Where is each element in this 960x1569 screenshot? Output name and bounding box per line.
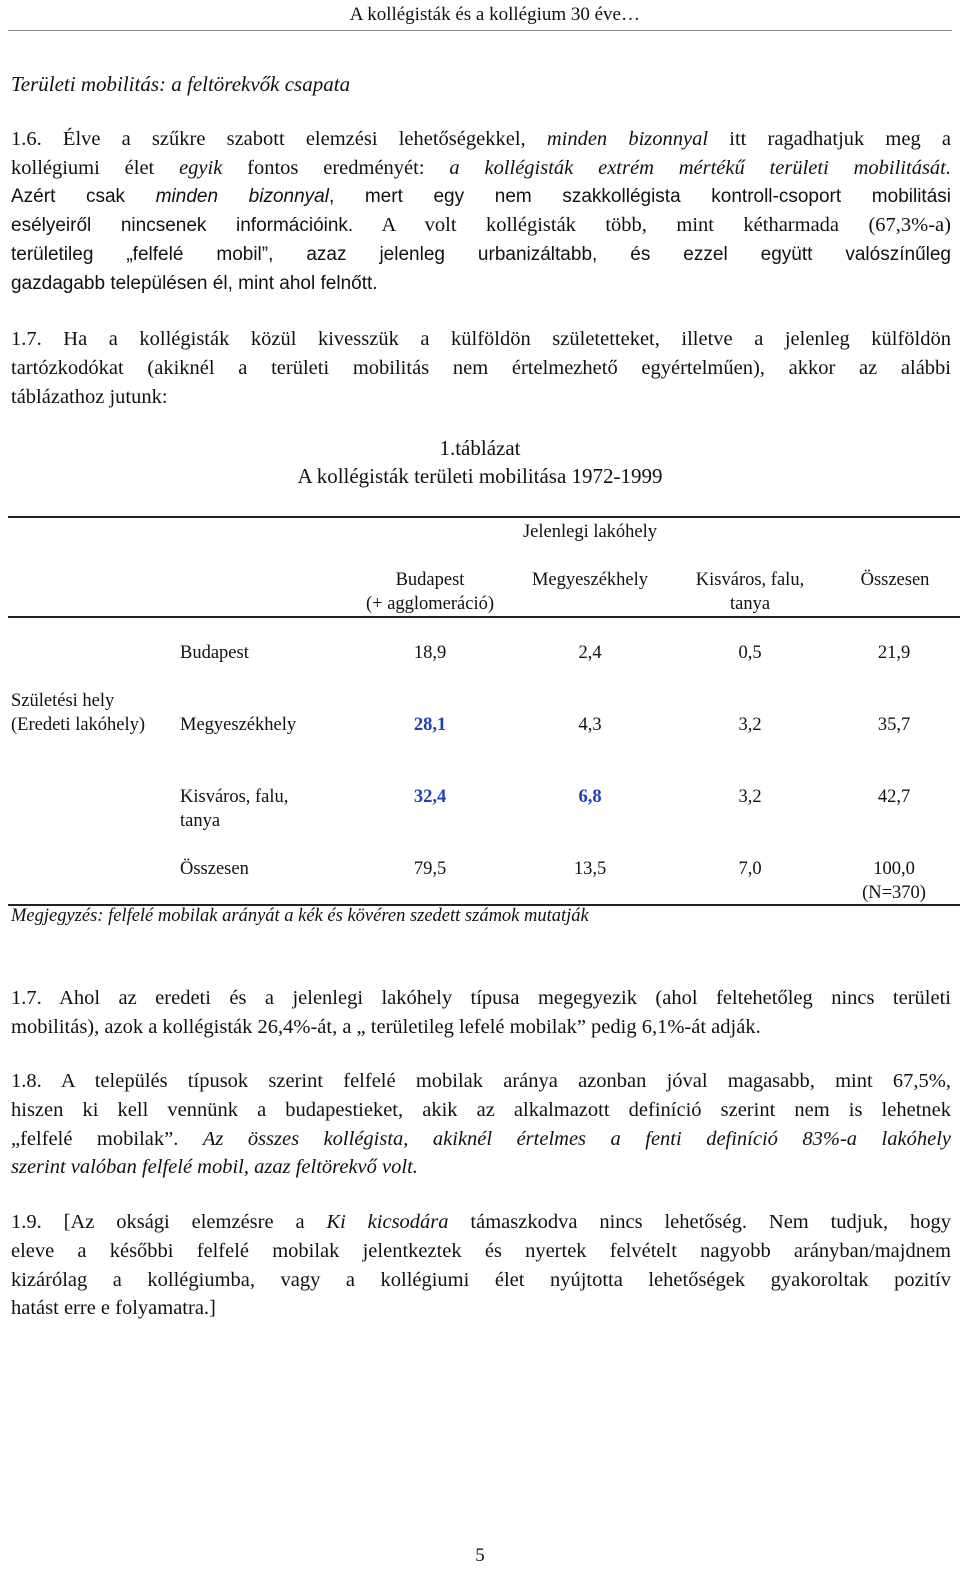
table-header-rule <box>8 616 960 618</box>
table-note: Megjegyzés: felfelé mobilak arányát a kék és kövéren szedett számok mutatják <box>11 906 589 926</box>
text-line: esélyeiről nincsenek információink. A volt kollégisták több, mint kétharmada (67,3%-a) <box>11 214 951 237</box>
paragraph-1-9 <box>11 1208 951 1323</box>
row-label: Budapest <box>180 643 249 663</box>
table-cell-emphasized: 28,1 <box>413 715 447 735</box>
text-line: területileg „felfelé mobil”, azaz jelenleg urbanizáltabb, és ezzel együtt valószínűleg <box>11 244 951 266</box>
text-line: mobilitás), azok a kollégisták 26,4%-át, a „ területileg lefelé mobilak” pedig 6,1%-át adják. <box>11 1015 761 1038</box>
column-header-osszesen: Összesen <box>860 570 930 590</box>
table-cell: 7,0 <box>738 859 762 879</box>
text-line: hiszen ki kell vennünk a budapestieket, akik az alkalmazott definíció szerint nem is lehetnek <box>11 1098 951 1121</box>
paragraph-1-7a <box>11 325 951 411</box>
header-divider <box>8 30 952 31</box>
column-header-budapest: Budapest (+ agglomeráció) <box>365 570 495 614</box>
column-header-kisvaros: Kisváros, falu, tanya <box>695 570 805 614</box>
text-line: 1.8. A település típusok szerint felfelé mobilak aránya azonban jóval magasabb, mint 67,5%, <box>11 1070 951 1092</box>
text-line: kollégiumi élet egyik fontos eredményét: a kollégisták extrém mértékű területi mobilitását. <box>11 156 951 179</box>
table-top-rule <box>8 516 960 518</box>
row-label: Összesen <box>180 859 249 879</box>
text-line: kizárólag a kollégiumba, vagy a kollégiumi élet nyújtotta lehetőségek gyakoroltak pozitív <box>11 1268 951 1291</box>
column-group-header: Jelenlegi lakóhely <box>522 522 658 542</box>
text-line: hatást erre e folyamatra.] <box>11 1297 216 1320</box>
text-line: 1.7. Ahol az eredeti és a jelenlegi lakóhely típusa megegyezik (ahol feltehetőleg nincs területi <box>11 987 951 1009</box>
text-line: szerint valóban felfelé mobil, azaz feltörekvő volt. <box>11 1156 418 1179</box>
text-line: táblázathoz jutunk: <box>11 385 168 408</box>
table-cell: 18,9 <box>413 643 447 663</box>
table-title: A kollégisták területi mobilitása 1972-1999 <box>297 464 663 488</box>
table-number: 1.táblázat <box>439 436 521 460</box>
page-number: 5 <box>475 1545 485 1566</box>
table-cell: 35,7 <box>877 715 911 735</box>
text-line: tartózkodókat (akiknél a területi mobilitás nem értelmezhető egyértelműen), akkor az alábbi <box>11 356 951 379</box>
table-cell: 3,2 <box>738 787 762 807</box>
table-cell: 100,0 <box>873 859 915 879</box>
text-line: eleve a későbbi felfelé mobilak jelentkeztek és nyertek felvételt nagyobb arányban/majdnem <box>11 1239 951 1262</box>
table-cell: 3,2 <box>738 715 762 735</box>
text-line: 1.7. Ha a kollégisták közül kivesszük a külföldön születetteket, illetve a jelenleg külföldön <box>11 328 951 350</box>
text-line: gazdagabb településen él, mint ahol felnőtt. <box>11 272 378 294</box>
text-line: Azért csak minden bizonnyal, mert egy nem szakkollégista kontroll-csoport mobilitási <box>11 185 951 207</box>
table-cell: 4,3 <box>578 715 602 735</box>
paragraph-1-7b <box>11 984 951 1042</box>
table-cell: 42,7 <box>877 787 911 807</box>
running-header: A kollégisták és a kollégium 30 éve… <box>349 4 640 25</box>
table-cell-emphasized: 32,4 <box>413 787 447 807</box>
table-cell: 21,9 <box>877 643 911 663</box>
table-cell: 79,5 <box>413 859 447 879</box>
row-group-label: Születési hely (Eredeti lakóhely) <box>11 691 146 735</box>
table-cell-emphasized: 6,8 <box>578 787 602 807</box>
paragraph-1-6 <box>11 125 951 299</box>
column-header-megyeszekhely: Megyeszékhely <box>531 570 649 590</box>
text-line: „felfelé mobilak”. Az összes kollégista, akiknél értelmes a fenti definíció 83%-a lakóhely <box>11 1127 951 1150</box>
section-title: Területi mobilitás: a feltörekvők csapata <box>11 72 351 96</box>
sample-size-label: (N=370) <box>862 883 926 903</box>
paragraph-1-8 <box>11 1067 951 1182</box>
table-cell: 0,5 <box>738 643 762 663</box>
table-cell: 13,5 <box>573 859 607 879</box>
row-label: Megyeszékhely <box>180 715 297 735</box>
row-label: Kisváros, falu, tanya <box>180 787 289 831</box>
table-cell: 2,4 <box>578 643 602 663</box>
text-line: 1.9. [Az oksági elemzésre a Ki kicsodára támaszkodva nincs lehetőség. Nem tudjuk, hogy <box>11 1211 952 1233</box>
text-line: 1.6. Élve a szűkre szabott elemzési lehetőségekkel, minden bizonnyal itt ragadhatjuk meg a <box>11 128 951 150</box>
